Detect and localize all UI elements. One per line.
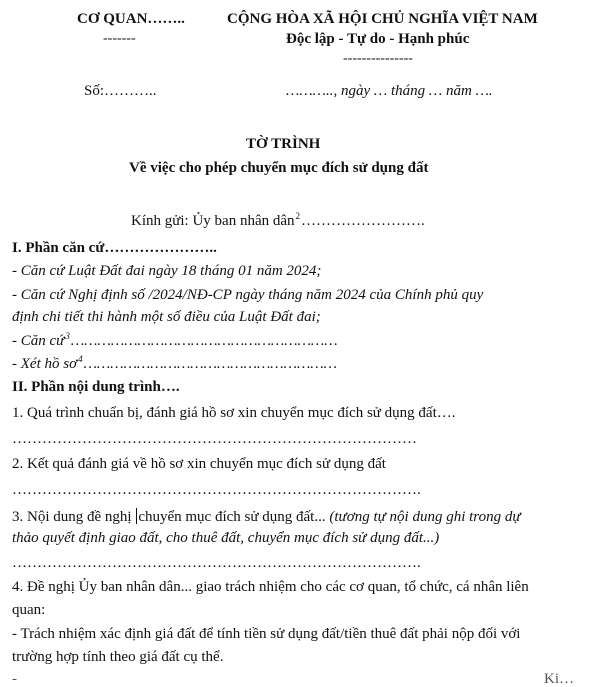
legal-basis-other-dots: ……………………………………………………	[70, 333, 338, 349]
left-separator: -------	[103, 31, 136, 46]
right-separator: ---------------	[343, 51, 413, 66]
item-4-line-2: quan:	[12, 602, 46, 618]
section-1-heading: I. Phần căn cứ…………………..	[12, 240, 217, 256]
recipient-suffix: …………………….	[301, 213, 425, 229]
item-4-line-4: trường hợp tính theo giá đất cụ thể.	[12, 649, 224, 665]
item-3-italic-text: (tương tự nội dung ghi trong dự	[329, 509, 521, 525]
dossier-review-prefix: - Xét hồ sơ	[12, 356, 78, 372]
cut-off-right-text: Ki…	[544, 671, 574, 687]
republic-title: CỘNG HÒA XÃ HỘI CHỦ NGHĨA VIỆT NAM	[227, 11, 538, 27]
item-3-dots: ……………………………………………………………………….	[12, 555, 421, 571]
cut-off-bullet: -	[12, 671, 17, 687]
item-1-text: 1. Quá trình chuẩn bị, đánh giá hồ sơ xin chuyển mục đích sử dụng đất….	[12, 405, 456, 421]
item-3-line-2: thảo quyết định giao đất, cho thuê đất, chuyển mục đích sử dụng đất...)	[12, 530, 440, 546]
item-3-main-text: chuyển mục đích sử dụng đất...	[138, 509, 330, 525]
item-4-line-1: 4. Đề nghị Ủy ban nhân dân... giao trách nhiệm cho các cơ quan, tổ chức, cá nhân liên	[12, 579, 529, 595]
left-org-name: CƠ QUAN……..	[77, 11, 185, 27]
recipient-prefix: Kính gửi: Ủy ban nhân dân	[131, 213, 295, 229]
item-2-text: 2. Kết quả đánh giá về hồ sơ xin chuyển mục đích sử dụng đất	[12, 456, 386, 472]
item-2-dots: ……………………………………………………………………….	[12, 482, 421, 498]
legal-basis-decree-line-1: - Căn cứ Nghị định số /2024/NĐ-CP ngày tháng năm 2024 của Chính phủ quy	[12, 287, 484, 303]
item-3-label: 3. Nội dung đề nghị	[12, 509, 136, 525]
legal-basis-other-footnote: 3	[65, 331, 70, 341]
dossier-review-dots: …………………………………………………	[83, 356, 337, 372]
legal-basis-decree-line-2: định chi tiết thi hành một số điều của Luật Đất đai;	[12, 309, 321, 325]
document-number: Số:………..	[84, 83, 157, 99]
legal-basis-other	[12, 331, 338, 349]
document-title: TỜ TRÌNH	[246, 136, 321, 152]
recipient-footnote: 2	[295, 211, 301, 221]
dossier-review-footnote: 4	[78, 354, 83, 364]
section-2-heading: II. Phần nội dung trình….	[12, 379, 180, 395]
document-subtitle: Về việc cho phép chuyển mục đích sử dụng đất	[129, 160, 429, 176]
item-4-line-3: - Trách nhiệm xác định giá đất để tính tiền sử dụng đất/tiền thuê đất phải nộp đối với	[12, 626, 521, 642]
item-3-line-1	[12, 508, 521, 525]
legal-basis-law: - Căn cứ Luật Đất đai ngày 18 tháng 01 năm 2024;	[12, 263, 322, 279]
dossier-review-line	[12, 354, 337, 372]
legal-basis-other-prefix: - Căn cứ	[12, 333, 65, 349]
national-motto: Độc lập - Tự do - Hạnh phúc	[286, 31, 470, 47]
item-1-dots: ………………………………………………………………………	[12, 431, 417, 447]
document-date: ……….., ngày … tháng … năm ….	[286, 83, 493, 99]
recipient-line	[131, 211, 425, 229]
